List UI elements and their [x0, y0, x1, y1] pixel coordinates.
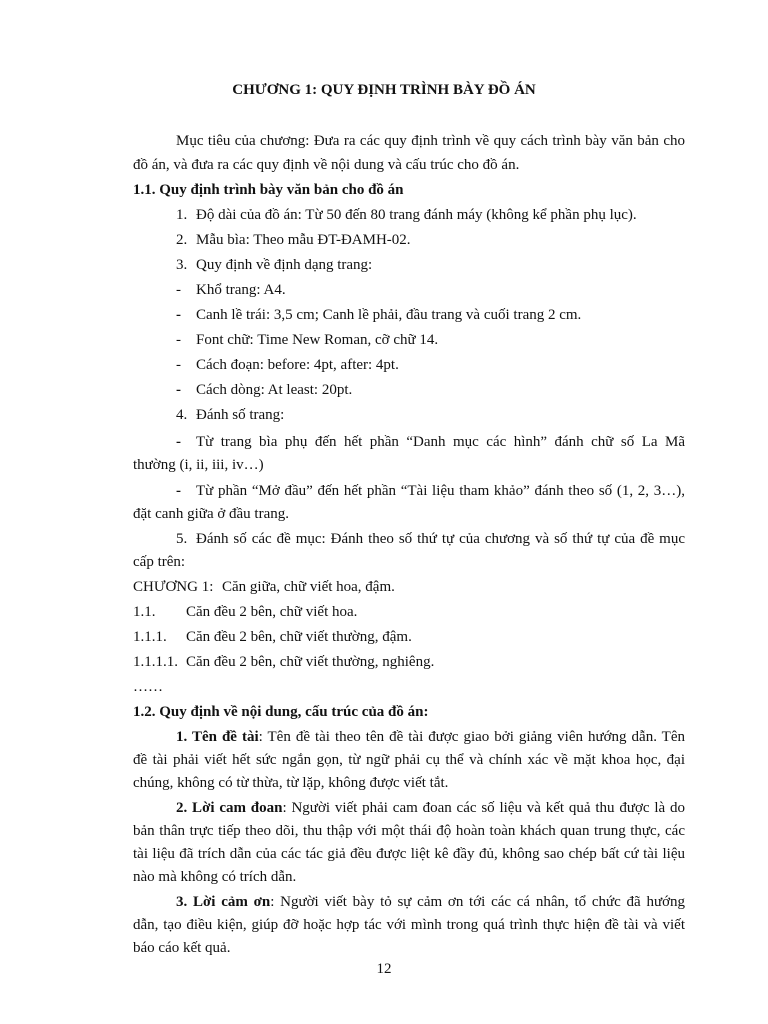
intro-line-1: Mục tiêu của chương: Đưa ra các quy định trình về quy cách trình bày văn bản cho: [176, 133, 685, 149]
level-3-label: 1.1.1.1.: [133, 654, 178, 670]
p2-line-4: nào mà không có trích dẫn.: [133, 869, 297, 885]
item-1-text: Độ dài của đồ án: Từ 50 đến 80 trang đánh máy (không kể phần phụ lục).: [196, 207, 637, 223]
bullet-dash: -: [176, 357, 181, 373]
p2-label: 2. Lời cam đoan: [176, 800, 283, 816]
p2-line-2: bản thân trực tiếp theo dõi, thu thập với một thái độ hoàn toàn khách quan trung thực, các: [133, 823, 685, 839]
item-2-text: Mẫu bìa: Theo mẫu ĐT-ĐAMH-02.: [196, 232, 411, 248]
item-2-number: 2.: [176, 232, 188, 248]
chapter-title: CHƯƠNG 1: QUY ĐỊNH TRÌNH BÀY ĐỒ ÁN: [232, 82, 536, 98]
rule-dash: -: [176, 434, 181, 450]
level-1-text: Căn đều 2 bên, chữ viết hoa.: [186, 604, 358, 620]
p1-line-2: đề tài phải viết hết sức ngắn gọn, từ ngữ phải cụ thể và chính xác về mặt khoa học, đại: [133, 752, 685, 768]
item-4-text: Đánh số trang:: [196, 407, 285, 423]
item-4-number: 4.: [176, 407, 188, 423]
bullet-dash: -: [176, 382, 181, 398]
p3-line-3: báo cáo kết quả.: [133, 940, 231, 956]
intro-line-2: đồ án, và đưa ra các quy định về nội dung và cấu trúc cho đồ án.: [133, 157, 520, 173]
level-2-label: 1.1.1.: [133, 629, 167, 645]
bullet-line-spacing: Cách dòng: At least: 20pt.: [196, 382, 353, 398]
page-rule-2-line-2: đặt canh giữa ở đầu trang.: [133, 506, 290, 522]
p1-line-3: chúng, không có từ thừa, từ lặp, không được viết tắt.: [133, 775, 449, 791]
item-5-line-1: Đánh số các đề mục: Đánh theo số thứ tự của chương và số thứ tự của đề mục: [196, 531, 685, 547]
item-3-number: 3.: [176, 257, 188, 273]
p2-line-3: tài liệu đã trích dẫn của các tác giả đều được liệt kê đầy đủ, không sao chép bất cứ tài liệu: [133, 846, 685, 862]
p2-line-1-text: : Người viết phải cam đoan các số liệu và kết quả thu được là do: [282, 800, 685, 816]
ellipsis: ……: [133, 679, 163, 695]
bullet-paragraph-spacing: Cách đoạn: before: 4pt, after: 4pt.: [196, 357, 399, 373]
page-rule-1-line-2: thường (i, ii, iii, iv…): [133, 457, 264, 473]
p3-line-2: dẫn, tạo điều kiện, giúp đỡ hoặc hợp tác với mình trong quá trình thực hiện đề tài và viết: [133, 917, 685, 933]
section-1-1-heading: 1.1. Quy định trình bày văn bản cho đồ án: [133, 182, 404, 198]
page-rule-1-line-1: Từ trang bìa phụ đến hết phần “Danh mục các hình” đánh chữ số La Mã: [196, 434, 685, 450]
bullet-dash: -: [176, 282, 181, 298]
level-1-label: 1.1.: [133, 604, 156, 620]
item-5-number: 5.: [176, 531, 188, 547]
p1-line-1: [176, 728, 685, 746]
bullet-page-size: Khổ trang: A4.: [196, 282, 286, 298]
bullet-margins: Canh lề trái: 3,5 cm; Canh lề phải, đầu trang và cuối trang 2 cm.: [196, 307, 582, 323]
item-3-text: Quy định về định dạng trang:: [196, 257, 373, 273]
item-1-number: 1.: [176, 207, 188, 223]
level-chapter-label: CHƯƠNG 1:: [133, 579, 214, 595]
section-1-2-heading: 1.2. Quy định về nội dung, cấu trúc của đồ án:: [133, 704, 429, 720]
p2-line-1: [176, 799, 685, 817]
level-2-text: Căn đều 2 bên, chữ viết thường, đậm.: [186, 629, 412, 645]
bullet-font: Font chữ: Time New Roman, cỡ chữ 14.: [196, 332, 439, 348]
level-3-text: Căn đều 2 bên, chữ viết thường, nghiêng.: [186, 654, 435, 670]
p1-line-1-text: : Tên đề tài theo tên đề tài được giao bởi giảng viên hướng dẫn. Tên: [258, 729, 685, 745]
level-chapter-text: Căn giữa, chữ viết hoa, đậm.: [222, 579, 395, 595]
p3-label: 3. Lời cảm ơn: [176, 894, 271, 910]
bullet-dash: -: [176, 332, 181, 348]
item-5-line-2: cấp trên:: [133, 554, 186, 570]
rule-dash: -: [176, 483, 181, 499]
page-number: 12: [376, 961, 392, 977]
p1-label: 1. Tên đề tài: [176, 729, 259, 745]
page-rule-2-line-1: Từ phần “Mở đầu” đến hết phần “Tài liệu tham khảo” đánh theo số (1, 2, 3…),: [196, 483, 685, 499]
bullet-dash: -: [176, 307, 181, 323]
p3-line-1: [176, 893, 685, 911]
p3-line-1-text: : Người viết bày tỏ sự cảm ơn tới các cá nhân, tổ chức đã hướng: [270, 894, 686, 910]
